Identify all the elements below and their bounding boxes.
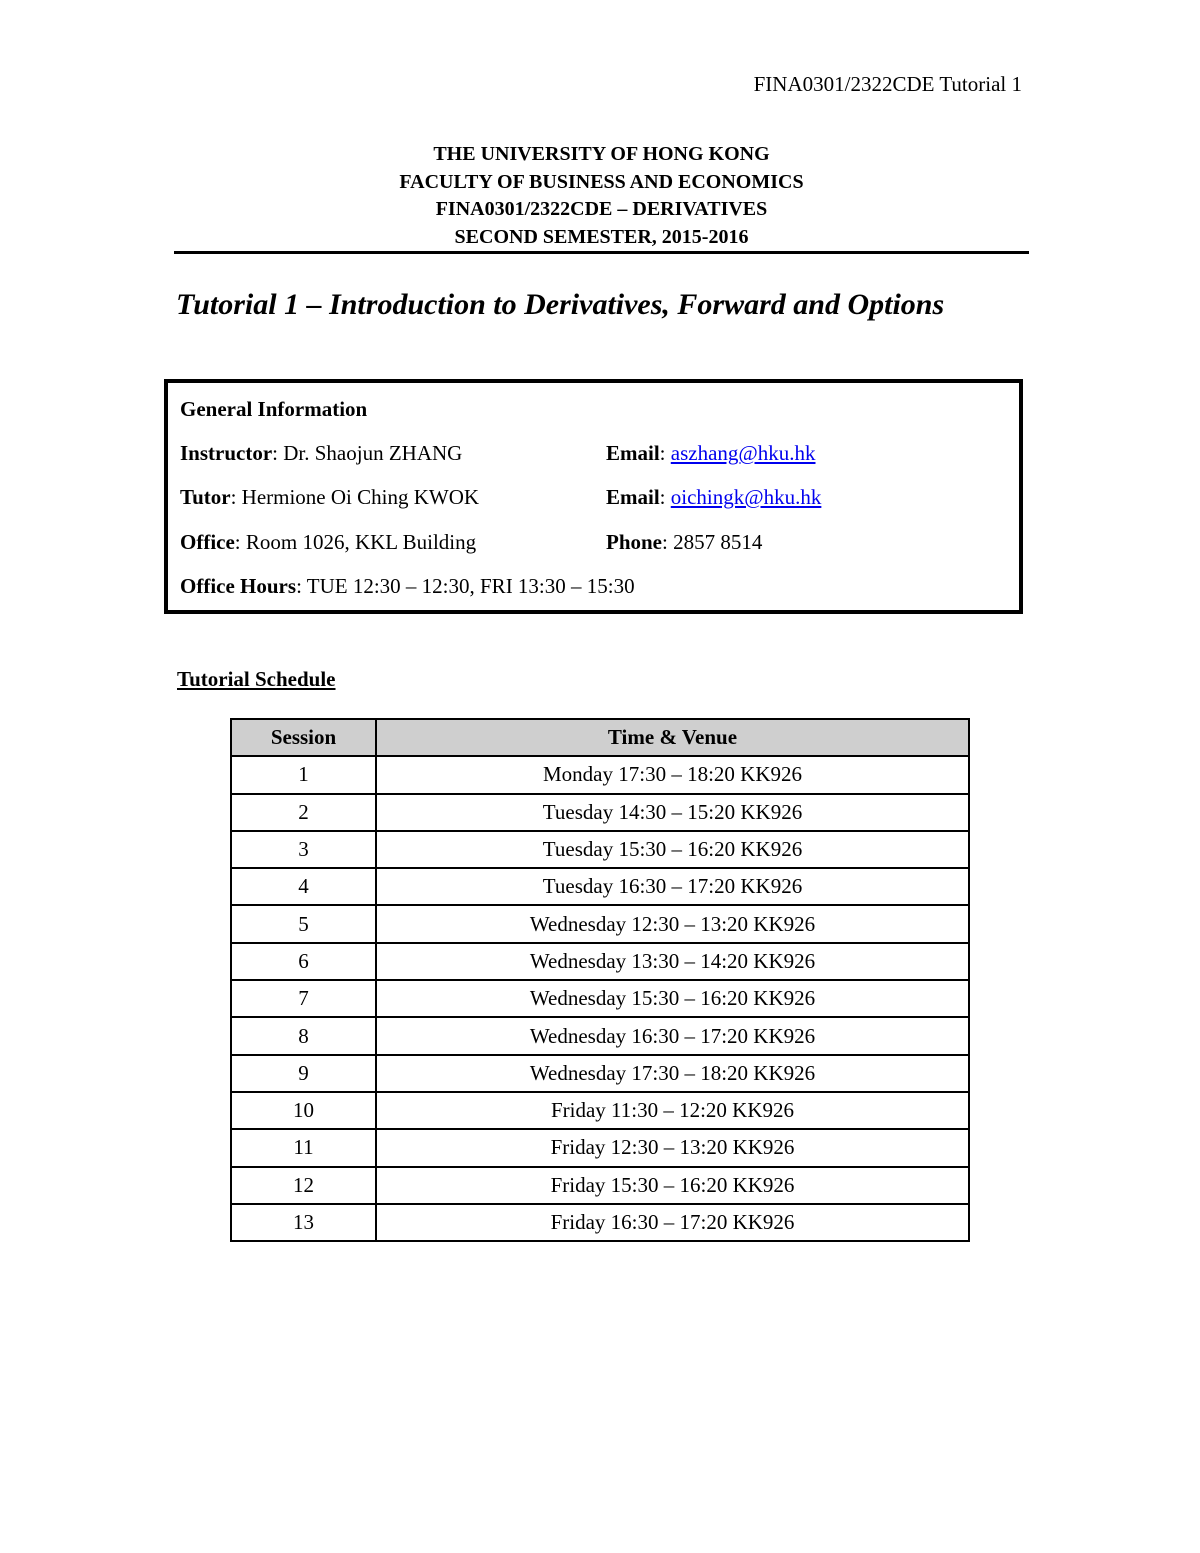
- office-value: : Room 1026, KKL Building: [234, 530, 477, 554]
- tutor-line: [180, 485, 479, 510]
- table-row: [231, 1017, 969, 1054]
- tutor-label: Tutor: [180, 485, 231, 509]
- session-cell: 9: [231, 1055, 376, 1092]
- time-venue-cell: Tuesday 14:30 – 15:20 KK926: [376, 794, 969, 831]
- time-venue-cell: Friday 11:30 – 12:20 KK926: [376, 1092, 969, 1129]
- table-row: [231, 868, 969, 905]
- session-cell: 2: [231, 794, 376, 831]
- office-hours-line: [180, 574, 635, 599]
- table-row: [231, 1092, 969, 1129]
- general-info-heading: General Information: [180, 397, 368, 421]
- time-venue-cell: Friday 16:30 – 17:20 KK926: [376, 1204, 969, 1241]
- session-cell: 10: [231, 1092, 376, 1129]
- time-venue-cell: Monday 17:30 – 18:20 KK926: [376, 756, 969, 793]
- university-header: [175, 141, 1028, 251]
- session-cell: 6: [231, 943, 376, 980]
- instructor-value: : Dr. Shaojun ZHANG: [272, 441, 463, 465]
- colon: :: [659, 441, 671, 465]
- running-header: FINA0301/2322CDE Tutorial 1: [753, 72, 1022, 96]
- table-row: [231, 1055, 969, 1092]
- table-row: [231, 905, 969, 942]
- session-cell: 5: [231, 905, 376, 942]
- tutor-email-line: [606, 485, 821, 510]
- session-cell: 3: [231, 831, 376, 868]
- instructor-line: [180, 441, 462, 466]
- time-venue-cell: Friday 12:30 – 13:20 KK926: [376, 1129, 969, 1166]
- time-venue-cell: Tuesday 16:30 – 17:20 KK926: [376, 868, 969, 905]
- session-cell: 1: [231, 756, 376, 793]
- session-cell: 8: [231, 1017, 376, 1054]
- office-hours-value: : TUE 12:30 – 12:30, FRI 13:30 – 15:30: [296, 574, 635, 598]
- instructor-email-label: Email: [606, 441, 660, 465]
- session-cell: 4: [231, 868, 376, 905]
- page-title: Tutorial 1 – Introduction to Derivatives, Forward and Options: [176, 288, 945, 321]
- table-row: [231, 943, 969, 980]
- schedule-table: [230, 718, 970, 1242]
- phone-value: : 2857 8514: [662, 530, 763, 554]
- time-venue-cell: Wednesday 15:30 – 16:20 KK926: [376, 980, 969, 1017]
- table-row: [231, 756, 969, 793]
- table-row: [231, 1129, 969, 1166]
- table-row: [231, 1167, 969, 1204]
- general-info-box: [164, 379, 1023, 614]
- table-row: [231, 1204, 969, 1241]
- tutor-email-label: Email: [606, 485, 660, 509]
- time-venue-cell: Wednesday 12:30 – 13:20 KK926: [376, 905, 969, 942]
- office-hours-label: Office Hours: [180, 574, 297, 598]
- header-divider: [174, 251, 1029, 254]
- header-line: FINA0301/2322CDE – DERIVATIVES: [435, 198, 768, 220]
- tutorial-schedule-heading: Tutorial Schedule: [177, 667, 336, 691]
- colon: :: [659, 485, 671, 509]
- session-cell: 11: [231, 1129, 376, 1166]
- phone-line: [606, 530, 762, 555]
- time-venue-cell: Friday 15:30 – 16:20 KK926: [376, 1167, 969, 1204]
- header-line: SECOND SEMESTER, 2015-2016: [454, 225, 749, 248]
- time-venue-cell: Tuesday 15:30 – 16:20 KK926: [376, 831, 969, 868]
- tutor-value: : Hermione Oi Ching KWOK: [230, 485, 480, 509]
- time-venue-cell: Wednesday 16:30 – 17:20 KK926: [376, 1017, 969, 1054]
- table-header-row: [231, 719, 969, 756]
- time-venue-cell: Wednesday 13:30 – 14:20 KK926: [376, 943, 969, 980]
- table-row: [231, 794, 969, 831]
- column-header-session: Session: [231, 719, 376, 756]
- header-line: THE UNIVERSITY OF HONG KONG: [433, 143, 770, 165]
- column-header-time-venue: Time & Venue: [376, 719, 969, 756]
- tutor-email-link[interactable]: oichingk@hku.hk: [670, 485, 822, 509]
- phone-label: Phone: [606, 530, 663, 554]
- office-label: Office: [180, 530, 235, 554]
- session-cell: 13: [231, 1204, 376, 1241]
- header-line: FACULTY OF BUSINESS AND ECONOMICS: [399, 170, 804, 193]
- session-cell: 12: [231, 1167, 376, 1204]
- instructor-email-line: [606, 441, 816, 466]
- time-venue-cell: Wednesday 17:30 – 18:20 KK926: [376, 1055, 969, 1092]
- instructor-label: Instructor: [180, 441, 273, 465]
- instructor-email-link[interactable]: aszhang@hku.hk: [670, 441, 816, 465]
- table-row: [231, 980, 969, 1017]
- office-line: [180, 530, 476, 555]
- session-cell: 7: [231, 980, 376, 1017]
- table-row: [231, 831, 969, 868]
